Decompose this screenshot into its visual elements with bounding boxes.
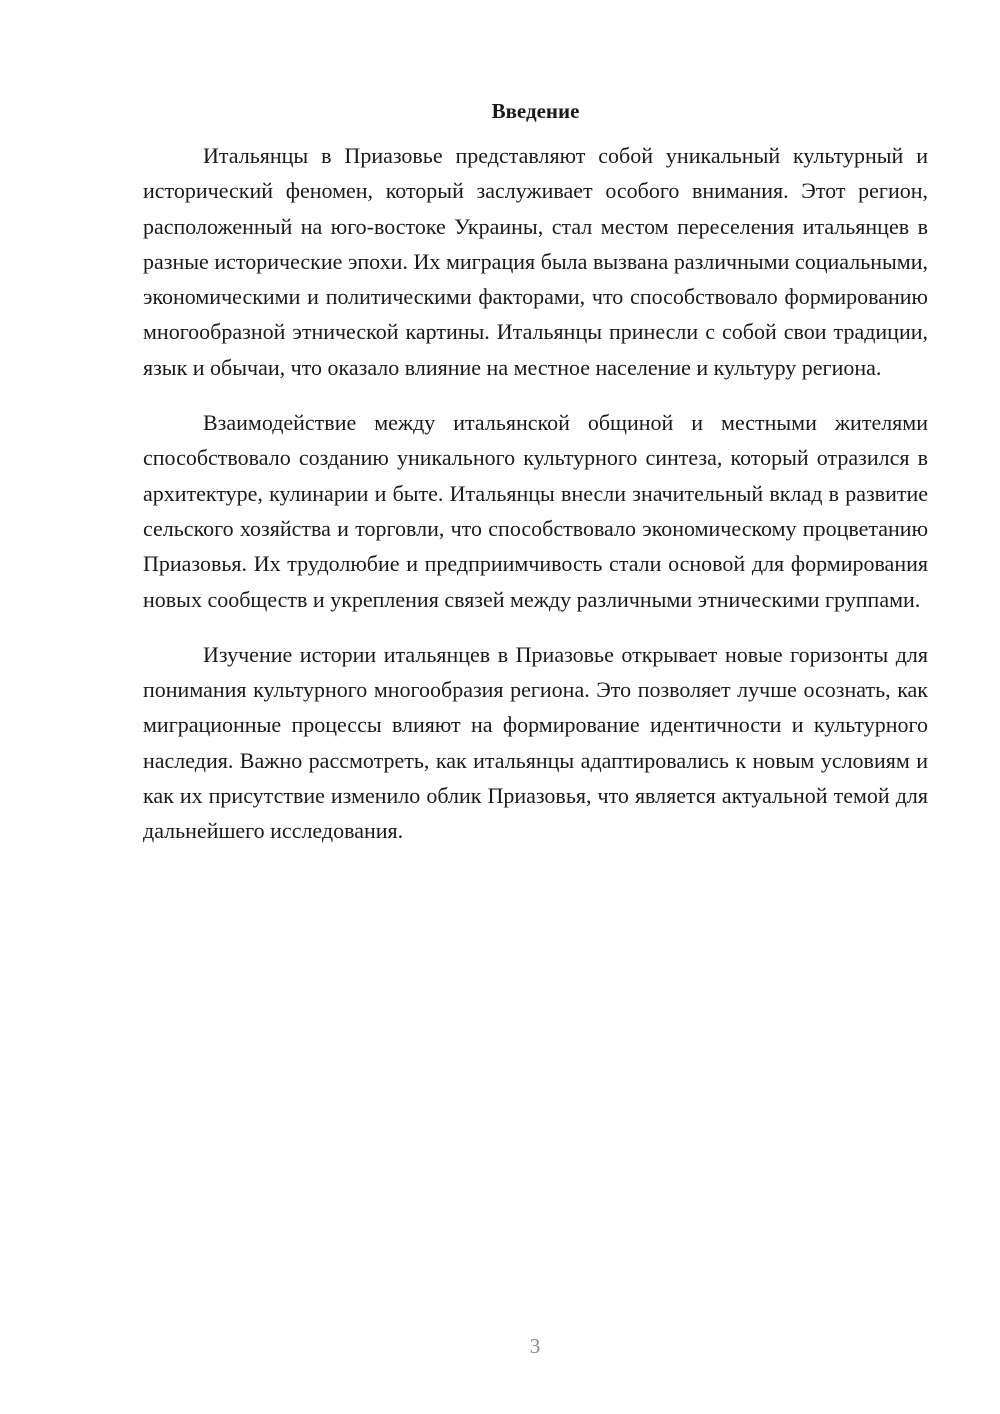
- paragraph-1: Итальянцы в Приазовье представляют собой уникальный культурный и исторический феномен, который заслуживает особого внимания. Этот регион, расположенный на юго-востоке Украины, стал местом переселения итальянцев в разные исторические эпохи. Их миграция была вызвана различными социальными, экономическими и политическими факторами, что способствовало формированию многообразной этнической картины. Итальянцы принесли с собой свои традиции, язык и обычаи, что оказало влияние на местное население и культуру региона.: [143, 143, 928, 380]
- page-content: [143, 96, 928, 869]
- paragraph-3: Изучение истории итальянцев в Приазовье открывает новые горизонты для понимания культурного многообразия региона. Это позволяет лучше осознать, как миграционные процессы влияют на формирование идентичности и культурного наследия. Важно рассмотреть, как итальянцы адаптировались к новым условиям и как их присутствие изменило облик Приазовья, что является актуальной темой для дальнейшего исследования.: [143, 641, 928, 844]
- page-number: 3: [529, 1334, 541, 1358]
- section-title: Введение: [491, 99, 580, 123]
- paragraph-2: Взаимодействие между итальянской общиной и местными жителями способствовало созданию уникального культурного синтеза, который отразился в архитектуре, кулинарии и быте. Итальянцы внесли значительный вклад в развитие сельского хозяйства и торговли, что способствовало экономическому процветанию Приазовья. Их трудолюбие и предприимчивость стали основой для формирования новых сообществ и укрепления связей между различными этническими группами.: [143, 410, 928, 612]
